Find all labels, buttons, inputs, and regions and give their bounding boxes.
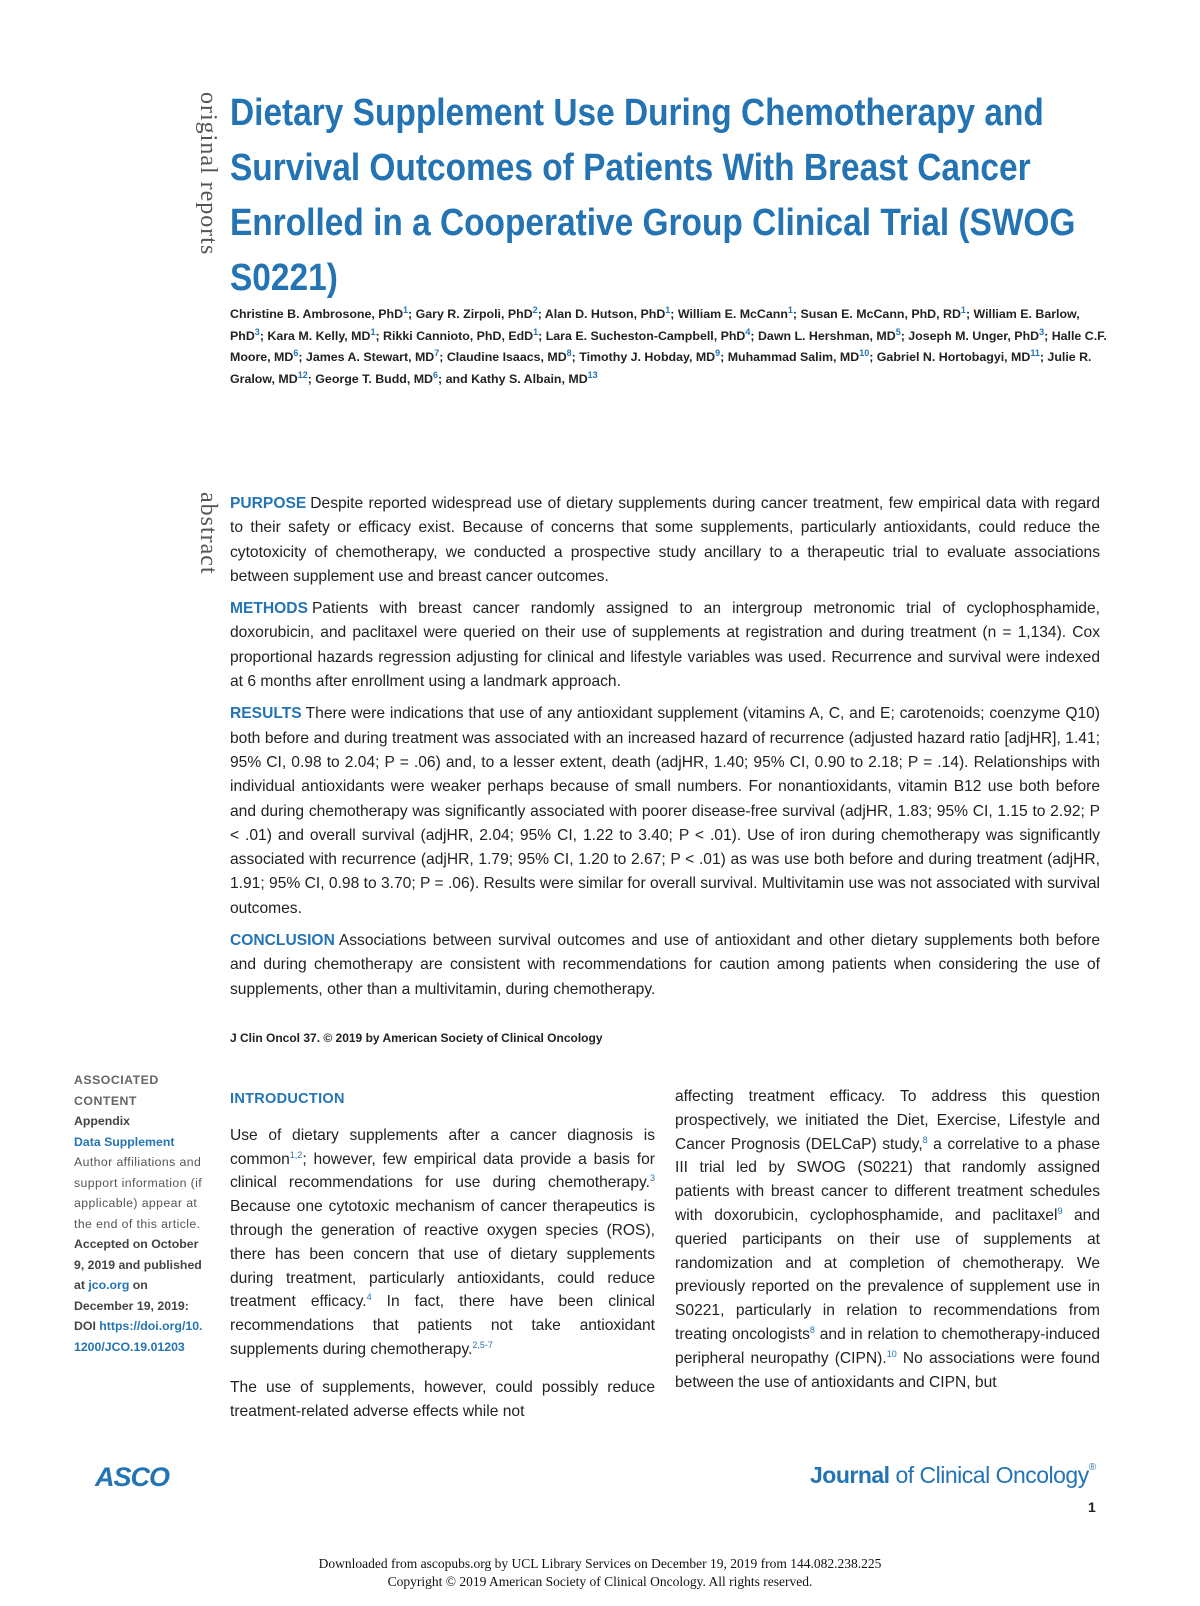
affiliation-marker: 5 bbox=[895, 326, 901, 337]
affiliation-marker: 7 bbox=[434, 347, 440, 358]
author-name: James A. Stewart, MD bbox=[305, 350, 435, 364]
affiliation-marker: 11 bbox=[1030, 347, 1040, 358]
reference-link[interactable]: 2,5-7 bbox=[472, 1339, 493, 1350]
author-name: Muhammad Salim, MD bbox=[727, 350, 860, 364]
reference-link[interactable]: 4 bbox=[366, 1292, 372, 1303]
affiliation-marker: 4 bbox=[745, 326, 751, 337]
affiliation-marker: 1 bbox=[960, 304, 966, 315]
author-name: and Kathy S. Albain, MD bbox=[445, 371, 588, 386]
author-name: Alan D. Hutson, PhD bbox=[544, 307, 666, 321]
data-supplement-link[interactable]: Data Supplement bbox=[74, 1134, 175, 1149]
reference-link[interactable]: 8 bbox=[809, 1324, 815, 1335]
author-name: Christine B. Ambrosone, PhD bbox=[230, 307, 404, 321]
journal-citation: J Clin Oncol 37. © 2019 by American Society of Clinical Oncology bbox=[230, 1031, 603, 1045]
body-column-right bbox=[675, 1085, 1100, 1408]
affiliation-marker: 2 bbox=[532, 304, 538, 315]
intro-paragraph-1: Use of dietary supplements after a cancer diagnosis is common$^{1,2}$; however, few empirical data provide a basis for clinical recommendations for use during chemotherapy.$^3$ Because one cytotoxic mechanism of cancer therapeutics is through the generation of reactive oxygen species (ROS), there has been concern that use of dietary supplements during treatment, particularly antioxidants, could reduce treatment efficacy.$^4$ In fact, there have been clinical recommendations that patients not take antioxidant supplements during chemotherapy.$^{2,5-7}$ bbox=[230, 1126, 655, 1358]
abstract-conclusion bbox=[230, 929, 1100, 1002]
intro-paragraph-2: The use of supplements, however, could possibly reduce treatment-related adverse effects while not bbox=[230, 1378, 655, 1420]
accepted-text: Accepted on October 9, 2019 and published at bbox=[74, 1237, 202, 1292]
affiliation-marker: 6 bbox=[433, 369, 439, 380]
author-list: Christine B. Ambrosone, PhD$^1$; Gary R. Zirpoli, PhD$^2$; Alan D. Hutson, PhD$^1$; William E. McCann$^1$; Susan E. McCann, PhD, $RD^1$; William E. Barlow, PhD$^3$; Kara M. Kelly, $MD^1$; Rikki Cannioto, PhD, EdD$^1$; Lara E. Sucheston-Campbell, PhD$^4$; Dawn L. Hershman, $MD^5$; Joseph M. Unger, PhD$^3$; Halle C.F. Moore, $MD^6$; James A. Stewart, $MD^7$; Claudine Isaacs, $MD^8$; Timothy J. Hobday, $MD^9$; Muhammad Salim, MD$^{10}$; Gabriel N. Hortobagyi, MD$^{11}$; Julie R. Gralow, MD$^{12}$; George T. Budd, $MD^6$; and Kathy S. Albain, MD$^{13}$ bbox=[230, 304, 1107, 386]
affiliation-marker: 6 bbox=[293, 347, 299, 358]
author-name: Kara M. Kelly, MD bbox=[267, 328, 371, 343]
associated-content bbox=[74, 1070, 209, 1357]
reference-link[interactable]: 3 bbox=[649, 1173, 655, 1184]
reference-link[interactable]: 8 bbox=[922, 1134, 928, 1145]
affiliation-marker: 1 bbox=[533, 326, 539, 337]
author-name: Claudine Isaacs, MD bbox=[446, 350, 567, 364]
affiliation-marker: 9 bbox=[715, 347, 721, 358]
journal-site-link[interactable]: jco.org bbox=[88, 1278, 130, 1292]
author-name: George T. Budd, MD bbox=[315, 371, 434, 386]
reference-link[interactable]: 9 bbox=[1057, 1205, 1063, 1216]
publication-info bbox=[74, 1234, 209, 1357]
author-name: Halle C.F. Moore, MD bbox=[230, 328, 1107, 364]
author-name: Lara E. Sucheston-Campbell, PhD bbox=[545, 328, 746, 343]
author-name: Rikki Cannioto, PhD, EdD bbox=[383, 328, 534, 343]
affiliation-marker: 3 bbox=[254, 326, 260, 337]
results-text: There were indications that use of any antioxidant supplement (vitamins A, C, and E; carotenoids; coenzyme Q10) both before and during treatment was associated with an increased hazard of recurrence (adjusted hazard ratio [adjHR], 1.41; 95% CI, 0.98 to 2.04; P = .06) and, to a lesser extent, death (adjHR, 1.40; 95% CI, 0.90 to 2.18; P = .14). Relationships with individual antioxidants were weaker perhaps because of small numbers. For nonantioxidants, vitamin B12 use both before and during chemotherapy was significantly associated with poorer disease-free survival (adjHR, 1.83; 95% CI, 1.15 to 2.92; P < .01) and overall survival (adjHR, 2.04; 95% CI, 1.22 to 3.40; P < .01). Use of iron during chemotherapy was significantly associated with recurrence (adjHR, 1.79; 95% CI, 1.20 to 2.67; P < .01) as was use both before and during treatment (adjHR, 1.91; 95% CI, 0.98 to 3.70; P = .06). Results were similar for overall survival. Multivitamin use was not associated with survival outcomes. bbox=[230, 705, 1100, 917]
purpose-label: PURPOSE bbox=[230, 495, 307, 512]
affiliation-marker: 10 bbox=[859, 347, 870, 358]
abstract bbox=[230, 492, 1100, 1010]
affiliation-marker: 8 bbox=[566, 347, 572, 358]
affiliation-marker: 1 bbox=[370, 326, 376, 337]
introduction-heading: INTRODUCTION bbox=[230, 1091, 345, 1107]
doi-link[interactable]: https://doi.org/10.1200/JCO.19.01203 bbox=[74, 1319, 203, 1354]
abstract-methods bbox=[230, 597, 1100, 694]
affiliation-marker: 1 bbox=[665, 304, 671, 315]
methods-label: METHODS bbox=[230, 600, 308, 618]
affiliation-marker: 1 bbox=[787, 304, 793, 315]
affiliations-note: Author affiliations and support information (if applicable) appear at the end of this article. bbox=[74, 1155, 203, 1231]
page-number: 1 bbox=[1088, 1499, 1096, 1515]
reference-link[interactable]: 10 bbox=[886, 1348, 897, 1359]
article-title: Dietary Supplement Use During Chemotherapy and Survival Outcomes of Patients With Breast Cancer Enrolled in a Cooperative Group Clinical Trial (SWOG S0221) bbox=[230, 92, 1076, 299]
intro-paragraph-3: affecting treatment efficacy. To address this question prospectively, we initiated the Diet, Exercise, Lifestyle and Cancer Prognosis (DELCaP) study,$^8$ a correlative to a phase III trial led by SWOG (S0221) that randomly assigned patients with breast cancer to different treatment schedules with doxorubicin, cyclophosphamide, and paclitaxel$^9$ and queried participants on their use of supplements at randomization and at completion of chemotherapy. We previously reported on the prevalence of supplement use in S0221, particularly in relation to recommendations from treating oncologists$^8$ and in relation to chemotherapy-induced peripheral neuropathy (CIPN).$^{10}$ No associations were found between the use of antioxidants and CIPN, but bbox=[675, 1088, 1101, 1391]
appendix-label: Appendix bbox=[74, 1114, 131, 1128]
copyright-notice: Copyright © 2019 American Society of Clinical Oncology. All rights reserved. bbox=[387, 1574, 813, 1589]
author-name: Joseph M. Unger, PhD bbox=[908, 328, 1040, 343]
author-name: Timothy J. Hobday, MD bbox=[579, 350, 716, 364]
author-name: Gary R. Zirpoli, PhD bbox=[415, 307, 533, 321]
associated-heading: ASSOCIATED CONTENT bbox=[74, 1073, 159, 1108]
author-name: Dawn L. Hershman, MD bbox=[757, 328, 896, 343]
author-name: William E. Barlow, PhD bbox=[230, 307, 1080, 343]
author-name: Susan E. McCann, PhD, RD bbox=[800, 307, 961, 321]
journal-logo: Journal of Clinical Oncology® bbox=[810, 1462, 1096, 1488]
abstract-purpose bbox=[230, 492, 1100, 589]
affiliation-marker: 13 bbox=[587, 369, 598, 380]
asco-logo: ASCO bbox=[95, 1462, 170, 1492]
section-label: original reports bbox=[195, 92, 221, 256]
affiliation-marker: 1 bbox=[403, 304, 409, 315]
download-notice: Downloaded from ascopubs.org by UCL Library Services on December 19, 2019 from 144.082.238.225 bbox=[318, 1556, 882, 1571]
affiliation-marker: 3 bbox=[1039, 326, 1045, 337]
abstract-label: abstract bbox=[195, 492, 221, 575]
results-label: RESULTS bbox=[230, 705, 302, 723]
conclusion-text: Associations between survival outcomes and use of antioxidant and other dietary supplements both before and during chemotherapy are consistent with recommendations for caution among patients when considering the use of supplements, other than a multivitamin, during chemotherapy. bbox=[230, 932, 1100, 998]
reference-link[interactable]: 1,2 bbox=[289, 1149, 303, 1160]
author-name: William E. McCann bbox=[677, 307, 788, 321]
body-column-left bbox=[230, 1088, 655, 1437]
author-name: Julie R. Gralow, MD bbox=[230, 350, 1092, 386]
published-text: on December 19, 2019: DOI bbox=[74, 1278, 189, 1333]
abstract-results bbox=[230, 702, 1100, 921]
author-name: Gabriel N. Hortobagyi, MD bbox=[876, 350, 1031, 364]
purpose-text: Despite reported widespread use of dietary supplements during cancer treatment, few empirical data with regard to their safety or efficacy exist. Because of concerns that some supplements, particularly antioxidants, could reduce the cytotoxicity of chemotherapy, we conducted a prospective study ancillary to a therapeutic trial to evaluate associations between supplement use and breast cancer outcomes. bbox=[230, 495, 1100, 585]
conclusion-label: CONCLUSION bbox=[230, 932, 335, 950]
methods-text: Patients with breast cancer randomly assigned to an intergroup metronomic trial of cyclophosphamide, doxorubicin, and paclitaxel were queried on their use of supplements at registration and during treatment (n = 1,134). Cox proportional hazards regression adjusting for clinical and lifestyle variables was used. Recurrence and survival were indexed at 6 months after enrollment using a landmark approach. bbox=[230, 600, 1100, 691]
affiliation-marker: 12 bbox=[297, 369, 308, 380]
